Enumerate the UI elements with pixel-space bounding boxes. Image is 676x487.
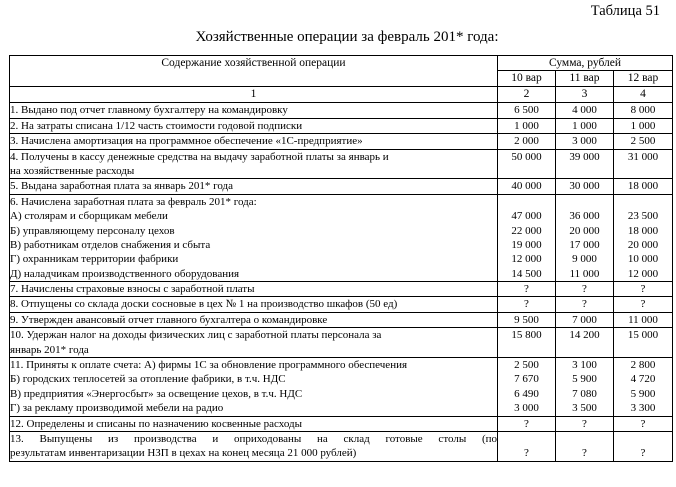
operation-description-line: 13. Выпущены из производства и оприходованы на склад готовые столы (по — [10, 433, 497, 445]
operation-description-line: Д) наладчикам производственного оборудования — [10, 267, 240, 280]
table-row — [10, 134, 673, 149]
table-row — [10, 328, 673, 358]
amount-value: ? — [640, 417, 646, 430]
amount-value: 4 000 — [572, 104, 597, 117]
operation-description-line: 8. Отпущены со склада доски сосновые в цех № 1 на производство шкафов (50 ед) — [10, 298, 398, 311]
amount-cell-v11 — [556, 179, 614, 194]
operation-description-line: январь 201* года — [10, 343, 89, 356]
operation-description-line: А) столярам и сборщикам мебели — [10, 210, 168, 223]
table-row — [10, 194, 673, 281]
table-row — [10, 358, 673, 417]
column-number-var11: 3 — [556, 87, 614, 103]
column-number-var10: 2 — [498, 87, 556, 103]
amount-value: 50 000 — [511, 150, 542, 163]
amount-value: 3 000 — [572, 135, 597, 148]
amount-value: 17 000 — [569, 238, 600, 251]
amount-value: 1 000 — [572, 119, 597, 132]
amount-value: ? — [582, 298, 587, 311]
amount-cell-v10 — [498, 149, 556, 179]
amount-value: ? — [582, 417, 587, 430]
amount-value: 18 000 — [627, 224, 659, 237]
amount-cell-v10 — [498, 312, 556, 327]
amount-value: 2 800 — [630, 359, 656, 372]
amount-value: 7 670 — [514, 373, 539, 386]
table-row — [10, 149, 673, 179]
operation-description-line: 2. На затраты списана 1/12 часть стоимости годовой подписки — [10, 119, 303, 132]
operation-description-line: Б) городских теплосетей за отопление фабрики, в т.ч. НДС — [10, 373, 286, 386]
amount-value: 15 000 — [627, 329, 659, 342]
amount-cell-v10 — [498, 358, 556, 417]
operation-description-line: 1. Выдано под отчет главному бухгалтеру на командировку — [10, 104, 288, 117]
operations-table — [9, 55, 673, 462]
column-number-var12: 4 — [614, 87, 673, 103]
amount-cell-v11 — [556, 432, 614, 462]
amount-value: 14 500 — [511, 267, 542, 280]
column-header-sum-group: Сумма, рублей — [498, 56, 673, 71]
amount-cell-v12 — [614, 297, 673, 312]
amount-value: 2 500 — [630, 135, 656, 148]
operation-description-line: 7. Начислены страховые взносы с заработной платы — [10, 283, 255, 296]
table-row — [10, 282, 673, 297]
amount-value: 8 000 — [630, 104, 656, 117]
operation-description-cell — [10, 297, 498, 312]
operation-description-cell — [10, 312, 498, 327]
amount-value: 7 080 — [572, 387, 597, 400]
operation-description-line: 10. Удержан налог на доходы физических лиц с заработной платы персонала за — [10, 329, 382, 342]
amount-value: ? — [640, 283, 646, 296]
amount-value: ? — [640, 298, 646, 311]
amount-value: 12 000 — [511, 253, 542, 266]
amount-value: 22 000 — [511, 224, 542, 237]
amount-cell-v12 — [614, 118, 673, 133]
operation-description-cell — [10, 282, 498, 297]
amount-cell-v11 — [556, 103, 614, 118]
column-header-var11: 11 вар — [556, 71, 614, 87]
amount-value: 36 000 — [569, 210, 600, 223]
amount-value: 9 000 — [572, 253, 597, 266]
amount-value: 3 000 — [514, 402, 539, 415]
amount-value: 20 000 — [627, 238, 659, 251]
operation-description-cell — [10, 432, 498, 462]
amount-value: 31 000 — [627, 150, 659, 163]
table-body — [10, 56, 673, 462]
amount-value: 12 000 — [627, 267, 659, 280]
amount-value: 14 200 — [569, 329, 600, 342]
amount-cell-v12 — [614, 194, 673, 281]
operation-description-line: 11. Приняты к оплате счета: А) фирмы 1С за обновление программного обеспечения — [10, 359, 408, 372]
operation-description-cell — [10, 134, 498, 149]
amount-cell-v12 — [614, 149, 673, 179]
amount-cell-v10 — [498, 194, 556, 281]
amount-value: 2 000 — [514, 135, 539, 148]
operation-description-cell — [10, 416, 498, 431]
table-row — [10, 179, 673, 194]
page-title: Хозяйственные операции за февраль 201* года: — [195, 29, 499, 45]
amount-cell-v10 — [498, 282, 556, 297]
amount-cell-v10 — [498, 416, 556, 431]
amount-cell-v11 — [556, 194, 614, 281]
amount-cell-v11 — [556, 416, 614, 431]
amount-cell-v11 — [556, 282, 614, 297]
amount-value: 9 500 — [514, 313, 539, 326]
amount-cell-v11 — [556, 297, 614, 312]
operation-description-cell — [10, 149, 498, 179]
amount-value: 30 000 — [569, 180, 600, 193]
amount-value: 6 500 — [514, 104, 539, 117]
amount-cell-v10 — [498, 179, 556, 194]
amount-value: ? — [640, 447, 646, 460]
operation-description-line: В) предприятия «Энергосбыт» за освещение цехов, в т.ч. НДС — [10, 387, 303, 400]
operation-description-line: 12. Определены и списаны по назначению косвенные расходы — [10, 417, 303, 430]
amount-value: 19 000 — [511, 238, 542, 251]
operations-table-wrapper — [9, 55, 672, 462]
operation-description-line: Б) управляющему персоналу цехов — [10, 224, 175, 237]
amount-cell-v10 — [498, 328, 556, 358]
table-header-row-1 — [10, 56, 673, 71]
amount-value: 5 900 — [630, 387, 656, 400]
amount-value: 4 720 — [630, 373, 656, 386]
amount-value: 11 000 — [628, 313, 658, 326]
amount-value: ? — [582, 447, 587, 460]
amount-value: 1 000 — [630, 119, 656, 132]
amount-value: 1 000 — [514, 119, 539, 132]
amount-value: 40 000 — [511, 180, 542, 193]
amount-cell-v10 — [498, 118, 556, 133]
amount-cell-v11 — [556, 134, 614, 149]
amount-value: 3 100 — [572, 359, 597, 372]
amount-value: 11 000 — [569, 267, 600, 280]
operation-description-cell — [10, 194, 498, 281]
amount-value: 6 490 — [514, 387, 539, 400]
operation-description-cell — [10, 328, 498, 358]
table-row — [10, 432, 673, 462]
amount-cell-v11 — [556, 312, 614, 327]
operation-description-line: Г) охранникам территории фабрики — [10, 253, 179, 266]
amount-value: ? — [524, 298, 529, 311]
column-number-row — [10, 87, 673, 103]
column-header-var10: 10 вар — [498, 71, 556, 87]
amount-value: 7 000 — [572, 313, 597, 326]
amount-cell-v11 — [556, 358, 614, 417]
table-row — [10, 118, 673, 133]
amount-value: 3 300 — [630, 402, 656, 415]
amount-cell-v12 — [614, 358, 673, 417]
amount-cell-v10 — [498, 103, 556, 118]
operation-description-line: результатам инвентаризации НЗП в цехах на конец месяца 21 000 рублей) — [10, 447, 357, 460]
amount-value: 39 000 — [569, 150, 600, 163]
amount-value: ? — [524, 447, 529, 460]
amount-value: 20 000 — [569, 224, 600, 237]
amount-value: ? — [524, 283, 529, 296]
table-row — [10, 103, 673, 118]
amount-value: 23 500 — [627, 210, 659, 223]
amount-value: 15 800 — [511, 329, 542, 342]
operation-description-cell — [10, 358, 498, 417]
amount-cell-v12 — [614, 282, 673, 297]
operation-description-cell — [10, 103, 498, 118]
column-number-description: 1 — [10, 87, 498, 103]
amount-value: 18 000 — [627, 180, 659, 193]
amount-cell-v12 — [614, 416, 673, 431]
operation-description-line: 3. Начислена амортизация на программное обеспечение «1С-предприятие» — [10, 135, 363, 148]
amount-cell-v11 — [556, 328, 614, 358]
amount-cell-v10 — [498, 432, 556, 462]
column-header-description: Содержание хозяйственной операции — [10, 56, 498, 87]
amount-value: 3 500 — [572, 402, 597, 415]
amount-value: 10 000 — [627, 253, 659, 266]
amount-cell-v12 — [614, 312, 673, 327]
amount-value: 47 000 — [511, 210, 542, 223]
operation-description-line: 6. Начислена заработная плата за февраль 201* года: — [10, 195, 257, 208]
table-row — [10, 297, 673, 312]
amount-cell-v10 — [498, 134, 556, 149]
table-row — [10, 416, 673, 431]
amount-value: 5 900 — [572, 373, 597, 386]
amount-cell-v11 — [556, 149, 614, 179]
operation-description-line: на хозяйственные расходы — [10, 164, 135, 177]
amount-cell-v12 — [614, 328, 673, 358]
operation-description-line: Г) за рекламу производимой мебели на радио — [10, 402, 224, 415]
amount-cell-v10 — [498, 297, 556, 312]
operation-description-line: 9. Утвержден авансовый отчет главного бухгалтера о командировке — [10, 313, 328, 326]
table-row — [10, 312, 673, 327]
operation-description-line: В) работникам отделов снабжения и сбыта — [10, 238, 211, 251]
amount-cell-v12 — [614, 432, 673, 462]
amount-cell-v12 — [614, 179, 673, 194]
table-caption: Таблица 51 — [590, 3, 660, 19]
amount-cell-v12 — [614, 103, 673, 118]
amount-value: ? — [582, 283, 587, 296]
operation-description-cell — [10, 179, 498, 194]
column-header-var12: 12 вар — [614, 71, 673, 87]
operation-description-line: 5. Выдана заработная плата за январь 201* года — [10, 180, 233, 193]
operation-description-line: 4. Получены в кассу денежные средства на выдачу заработной платы за январь и — [10, 150, 389, 163]
amount-cell-v12 — [614, 134, 673, 149]
amount-value: ? — [524, 417, 529, 430]
operation-description-cell — [10, 118, 498, 133]
amount-cell-v11 — [556, 118, 614, 133]
amount-value: 2 500 — [514, 359, 539, 372]
